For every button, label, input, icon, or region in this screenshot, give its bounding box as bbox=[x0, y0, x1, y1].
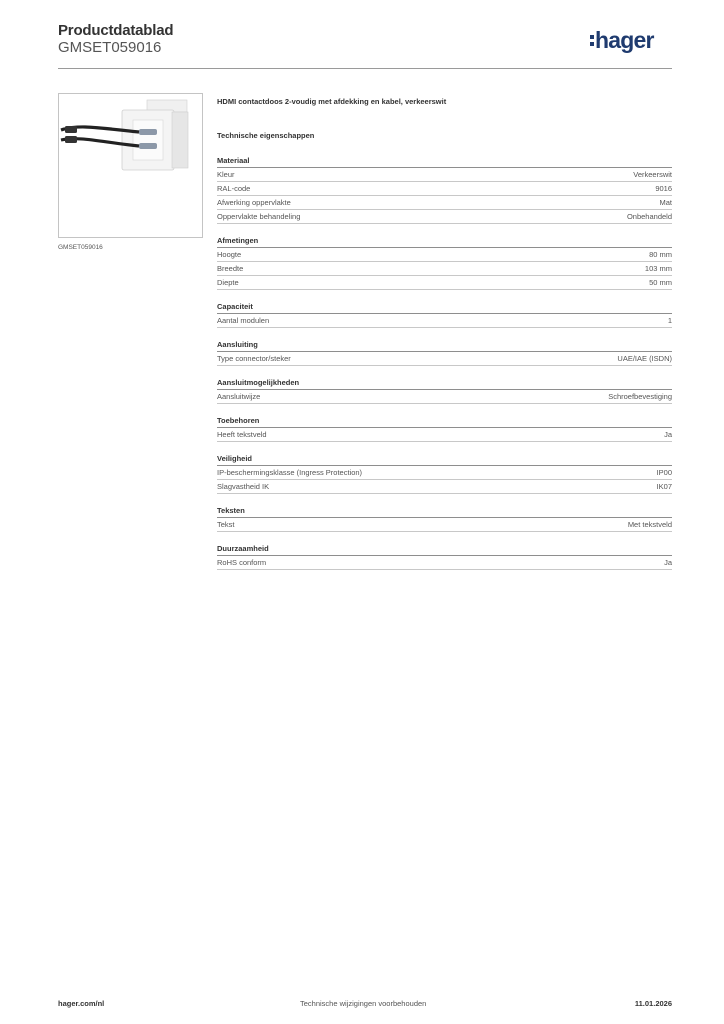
spec-value: IP00 bbox=[656, 468, 672, 477]
spec-row bbox=[217, 276, 672, 290]
spec-section bbox=[217, 235, 672, 290]
section-title: Materiaal bbox=[217, 155, 672, 168]
section-title: Aansluitmogelijkheden bbox=[217, 377, 672, 390]
product-description: HDMI contactdoos 2-voudig met afdekking en kabel, verkeerswit bbox=[217, 97, 447, 106]
section-title: Toebehoren bbox=[217, 415, 672, 428]
spec-section bbox=[217, 453, 672, 494]
section-title: Afmetingen bbox=[217, 235, 672, 248]
spec-value: 103 mm bbox=[644, 264, 672, 273]
spec-label: IP-beschermingsklasse (Ingress Protection) bbox=[217, 468, 363, 477]
spec-row bbox=[217, 182, 672, 196]
spec-section bbox=[217, 339, 672, 366]
footer-date: 11.01.2026 bbox=[634, 999, 672, 1008]
spec-row bbox=[217, 428, 672, 442]
spec-row bbox=[217, 196, 672, 210]
spec-row bbox=[217, 168, 672, 182]
spec-row bbox=[217, 556, 672, 570]
product-illustration bbox=[59, 94, 202, 237]
spec-section bbox=[217, 377, 672, 404]
logo-text: hager bbox=[595, 27, 654, 53]
spec-row bbox=[217, 466, 672, 480]
page-title: Productdatablad bbox=[58, 22, 174, 39]
spec-value: Met tekstveld bbox=[627, 520, 672, 529]
spec-row bbox=[217, 262, 672, 276]
spec-value: IK07 bbox=[656, 482, 672, 491]
spec-value: UAE/IAE (ISDN) bbox=[617, 354, 672, 363]
spec-value: Onbehandeld bbox=[626, 212, 672, 221]
spec-label: RAL-code bbox=[217, 184, 251, 193]
spec-label: Type connector/steker bbox=[217, 354, 291, 363]
spec-row bbox=[217, 390, 672, 404]
spec-section bbox=[217, 415, 672, 442]
spec-label: Oppervlakte behandeling bbox=[217, 212, 301, 221]
spec-row bbox=[217, 210, 672, 224]
spec-label: Afwerking oppervlakte bbox=[217, 198, 291, 207]
product-details bbox=[217, 96, 672, 570]
spec-row bbox=[217, 314, 672, 328]
spec-value: Verkeerswit bbox=[633, 170, 672, 179]
logo-dot-top bbox=[590, 35, 594, 39]
spec-sections bbox=[217, 155, 672, 570]
spec-label: Diepte bbox=[217, 278, 239, 287]
spec-label: Slagvastheid IK bbox=[217, 482, 270, 491]
section-title: Duurzaamheid bbox=[217, 543, 672, 556]
product-code: GMSET059016 bbox=[58, 39, 162, 56]
spec-value: 80 mm bbox=[649, 250, 672, 259]
spec-label: Aantal modulen bbox=[217, 316, 270, 325]
spec-section bbox=[217, 543, 672, 570]
spec-value: Ja bbox=[664, 430, 672, 439]
spec-row bbox=[217, 518, 672, 532]
spec-value: Ja bbox=[664, 558, 672, 567]
section-title: Capaciteit bbox=[217, 301, 672, 314]
spec-label: Kleur bbox=[217, 170, 235, 179]
spec-label: RoHS conform bbox=[217, 558, 267, 567]
spec-label: Heeft tekstveld bbox=[217, 430, 267, 439]
footer-website: hager.com/nl bbox=[58, 999, 105, 1008]
spec-value: 9016 bbox=[655, 184, 672, 193]
image-caption: GMSET059016 bbox=[58, 244, 103, 251]
spec-value: Mat bbox=[659, 198, 672, 207]
spec-section bbox=[217, 505, 672, 532]
footer-notice: Technische wijzigingen voorbehouden bbox=[300, 999, 427, 1008]
spec-value: 50 mm bbox=[649, 278, 672, 287]
spec-value: Schroefbevestiging bbox=[608, 392, 672, 401]
spec-section bbox=[217, 155, 672, 224]
spec-label: Breedte bbox=[217, 264, 244, 273]
section-title: Veiligheid bbox=[217, 453, 672, 466]
technical-heading: Technische eigenschappen bbox=[217, 131, 315, 140]
spec-value: 1 bbox=[667, 316, 672, 325]
spec-label: Tekst bbox=[217, 520, 235, 529]
spec-label: Hoogte bbox=[217, 250, 242, 259]
spec-label: Aansluitwijze bbox=[217, 392, 261, 401]
section-title: Teksten bbox=[217, 505, 672, 518]
logo-dot-bottom bbox=[590, 42, 594, 46]
section-title: Aansluiting bbox=[217, 339, 672, 352]
spec-row bbox=[217, 480, 672, 494]
spec-row bbox=[217, 248, 672, 262]
spec-section bbox=[217, 301, 672, 328]
spec-row bbox=[217, 352, 672, 366]
product-image bbox=[58, 93, 203, 238]
header-divider bbox=[58, 68, 672, 69]
